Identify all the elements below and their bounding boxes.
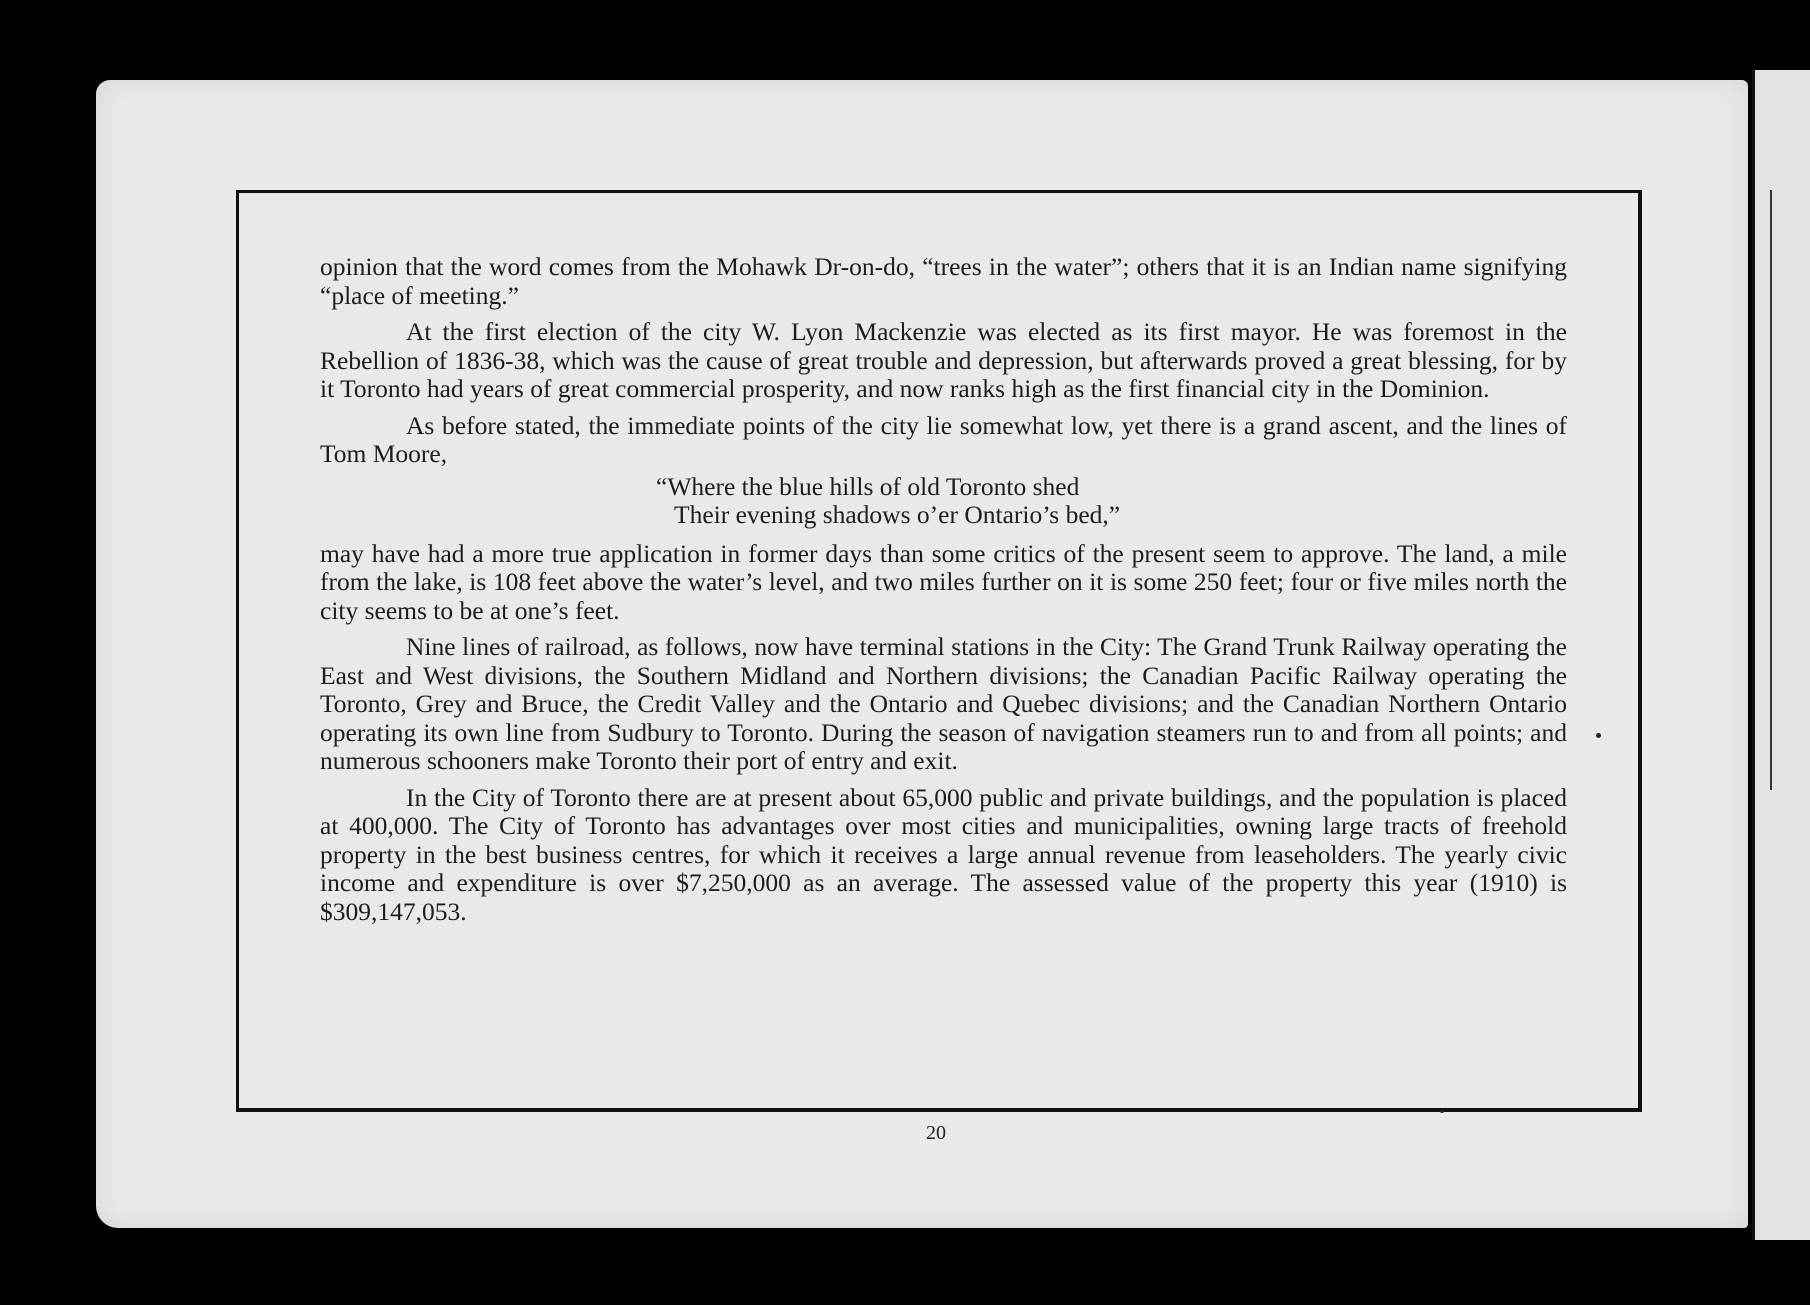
paragraph: As before stated, the immediate points of the city lie somewhat low, yet there is a grand ascent, and the lines of Tom Moore, [320, 410, 1567, 468]
scan-speck-mark [1440, 1110, 1444, 1113]
facing-page-rule [1770, 190, 1772, 790]
page-number: 20 [926, 1122, 946, 1144]
paragraph: Nine lines of railroad, as follows, now have terminal stations in the City: The Grand Trunk Railway operating the East and West divisions, the Southern Midland and Northern divisions; the Canadian Pacific Railway operating the Toronto, Grey and Bruce, the Credit Valley and the Ontario and Quebec divisions; and the Canadian Northern Ontario operating its own line from Sudbury to Toronto. During the season of navigation steamers run to and from all points; and numerous schooners make Toronto their port of entry and exit. [320, 632, 1567, 775]
paragraph: In the City of Toronto there are at present about 65,000 public and private buildings, and the population is placed at 400,000. The City of Toronto has advantages over most cities and municipalities, owning large tracts of freehold property in the best business centres, for which it receives a large annual revenue from leaseholders. The yearly civic income and expenditure is over $7,250,000 as an average. The assessed value of the property this year (1910) is $309,147,053. [320, 782, 1567, 926]
page-body-text [320, 253, 1567, 926]
poem-line: “Where the blue hills of old Toronto shed [656, 471, 1080, 501]
paragraph: At the first election of the city W. Lyon Mackenzie was elected as its first mayor. He was foremost in the Rebellion of 1836-38, which was the cause of great trouble and depression, but afterwards proved a great blessing, for by it Toronto had years of great commercial prosperity, and now ranks high as the first financial city in the Dominion. [320, 317, 1567, 403]
paragraph: may have had a more true application in former days than some critics of the present seem to approve. The land, a mile from the lake, is 108 feet above the water’s level, and two miles further on it is some 250 feet; four or five miles north the city seems to be at one’s feet. [320, 538, 1567, 625]
scan-speck-mark [1596, 733, 1601, 738]
poem-quote [320, 473, 1567, 530]
paragraph: opinion that the word comes from the Mohawk Dr-on-do, “trees in the water”; others that it is an Indian name signifying “place of meeting.” [320, 252, 1567, 310]
poem-line: Their evening shadows o’er Ontario’s bed,” [674, 500, 1121, 529]
facing-page-edge [1752, 70, 1810, 1240]
